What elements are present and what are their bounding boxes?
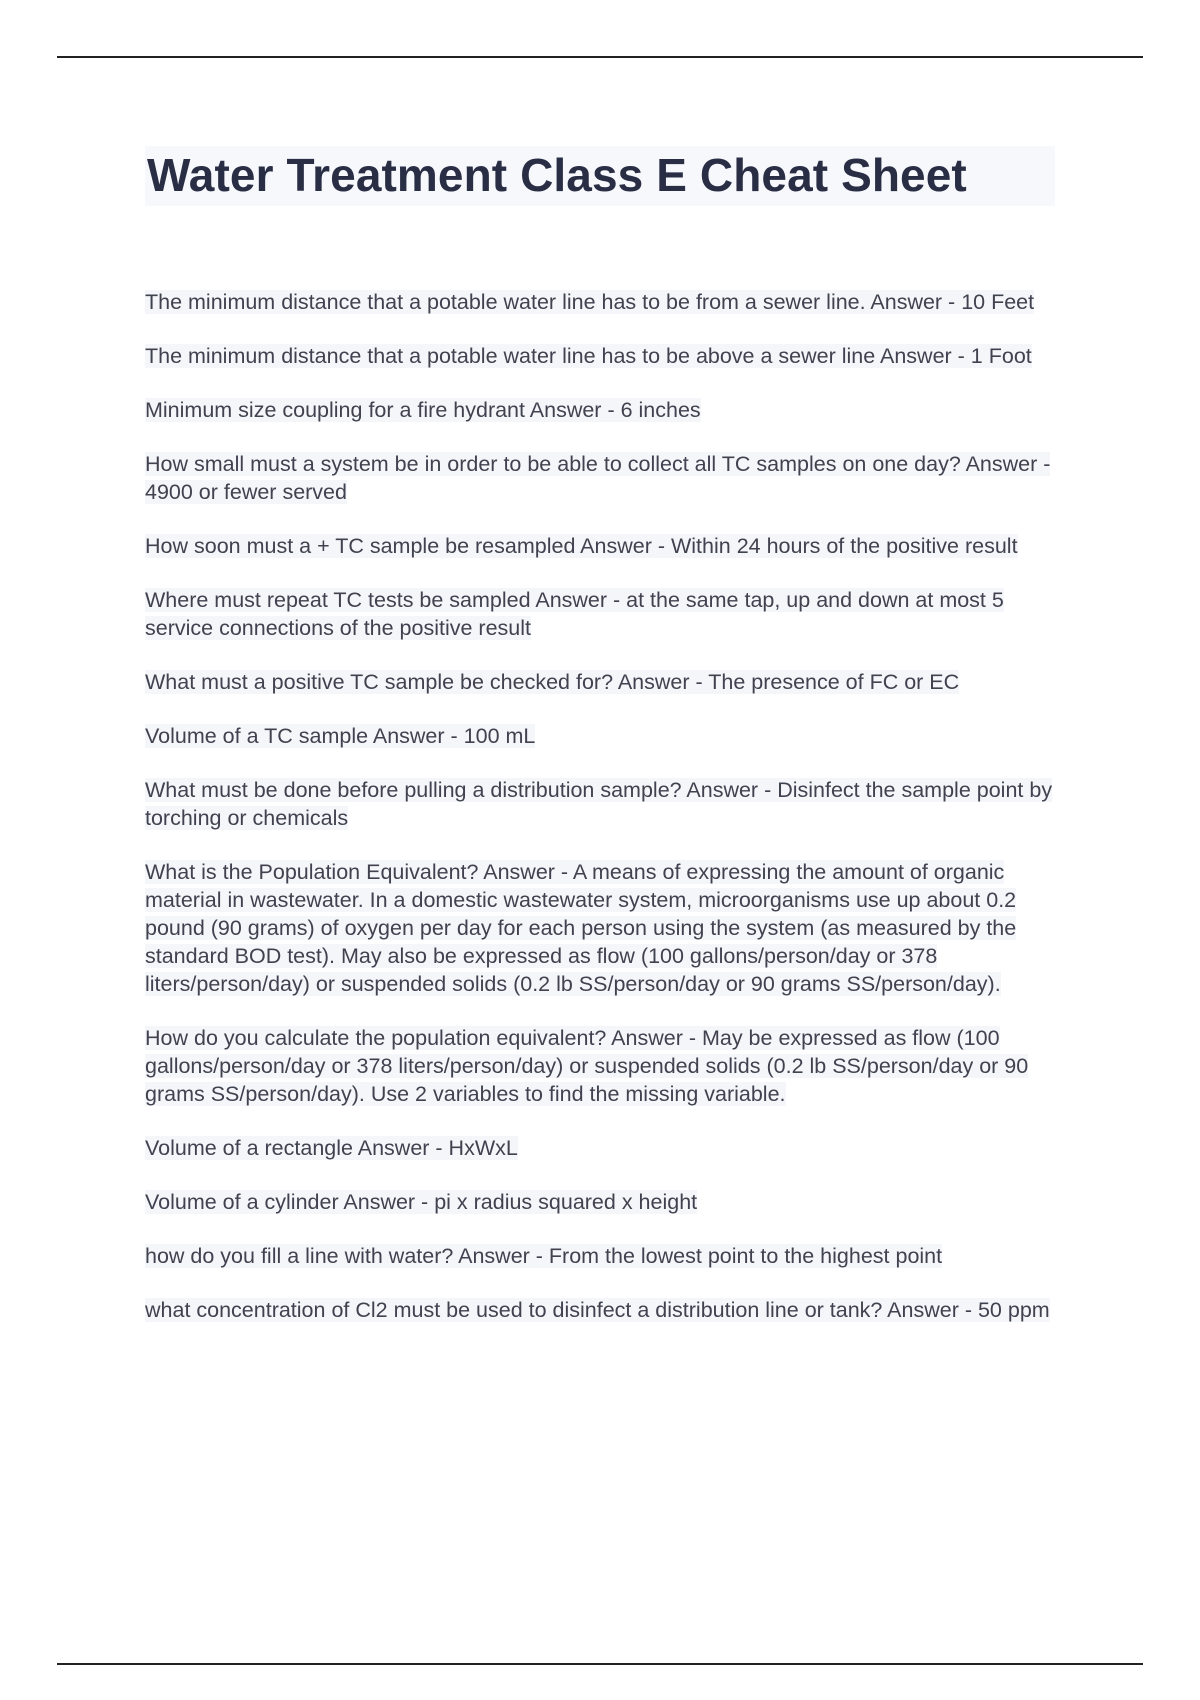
qa-text: The minimum distance that a potable water line has to be from a sewer line. Answer - 10 Feet bbox=[145, 290, 1035, 314]
qa-entry bbox=[145, 722, 1055, 750]
qa-text: Where must repeat TC tests be sampled Answer - at the same tap, up and down at most 5 service connections of the positive result bbox=[145, 588, 1004, 640]
qa-list bbox=[145, 288, 1055, 1324]
qa-text: Volume of a cylinder Answer - pi x radius squared x height bbox=[145, 1190, 698, 1214]
document-title: Water Treatment Class E Cheat Sheet bbox=[145, 146, 1055, 206]
qa-entry bbox=[145, 396, 1055, 424]
qa-text: The minimum distance that a potable water line has to be above a sewer line Answer - 1 Foot bbox=[145, 344, 1032, 368]
qa-text: how do you fill a line with water? Answer - From the lowest point to the highest point bbox=[145, 1244, 943, 1268]
qa-entry bbox=[145, 668, 1055, 696]
qa-text: Minimum size coupling for a fire hydrant Answer - 6 inches bbox=[145, 398, 701, 422]
top-rule bbox=[57, 56, 1143, 58]
qa-entry bbox=[145, 1188, 1055, 1216]
qa-entry bbox=[145, 858, 1055, 998]
qa-entry bbox=[145, 586, 1055, 642]
qa-text: What is the Population Equivalent? Answer - A means of expressing the amount of organic material in wastewater. In a domestic wastewater system, microorganisms use up about 0.2 pound (90 grams) of oxygen per day for each person using the system (as measured by the standard BOD test). May also be expressed as flow (100 gallons/person/day or 378 liters/person/day) or suspended solids (0.2 lb SS/person/day or 90 grams SS/person/day). bbox=[145, 860, 1017, 996]
qa-text: Volume of a rectangle Answer - HxWxL bbox=[145, 1136, 518, 1160]
qa-text: What must be done before pulling a distribution sample? Answer - Disinfect the sample point by torching or chemicals bbox=[145, 778, 1053, 830]
qa-entry bbox=[145, 1024, 1055, 1108]
qa-text: What must a positive TC sample be checked for? Answer - The presence of FC or EC bbox=[145, 670, 960, 694]
qa-text: Volume of a TC sample Answer - 100 mL bbox=[145, 724, 536, 748]
bottom-rule bbox=[57, 1663, 1143, 1665]
qa-text: How soon must a + TC sample be resampled Answer - Within 24 hours of the positive result bbox=[145, 534, 1018, 558]
qa-text: How do you calculate the population equivalent? Answer - May be expressed as flow (100 gallons/person/day or 378 liters/person/day) or suspended solids (0.2 lb SS/person/day or 90 grams SS/person/day). Use 2 variables to find the missing variable. bbox=[145, 1026, 1029, 1106]
qa-entry bbox=[145, 450, 1055, 506]
document-body bbox=[145, 146, 1055, 1350]
qa-entry bbox=[145, 776, 1055, 832]
qa-entry bbox=[145, 342, 1055, 370]
qa-text: what concentration of Cl2 must be used to disinfect a distribution line or tank? Answer - 50 ppm bbox=[145, 1298, 1050, 1322]
qa-entry bbox=[145, 1242, 1055, 1270]
qa-text: How small must a system be in order to be able to collect all TC samples on one day? Answer - 4900 or fewer served bbox=[145, 452, 1051, 504]
qa-entry bbox=[145, 288, 1055, 316]
qa-entry bbox=[145, 1134, 1055, 1162]
qa-entry bbox=[145, 1296, 1055, 1324]
qa-entry bbox=[145, 532, 1055, 560]
